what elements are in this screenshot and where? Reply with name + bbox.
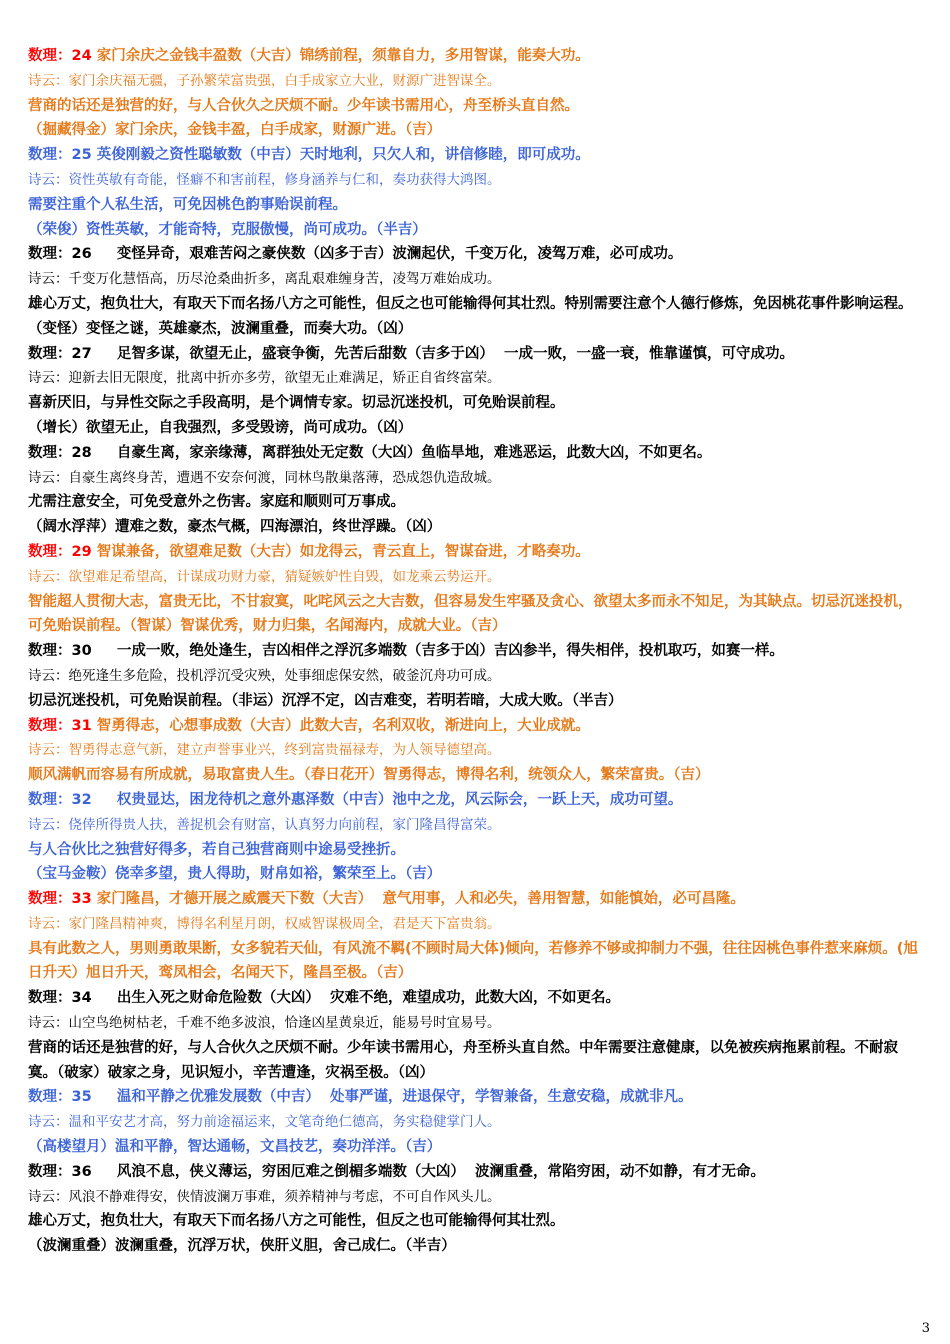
line-text: 家门余庆之金钱丰盈数（大吉）锦绣前程，须靠自力，多用智谋，能奏大功。: [91, 48, 590, 64]
number-label: 数理：: [28, 990, 72, 1007]
poem-line: [28, 1185, 924, 1210]
poem-line: [28, 565, 924, 590]
poem-line: [28, 466, 924, 491]
text-line: [28, 763, 924, 788]
line-text: 诗云：欲望难足希望高，计谋成功财力豪，猜疑嫉妒性自毁，如龙乘云势运开。: [28, 568, 501, 585]
text-line: [28, 292, 924, 342]
line-text: 出生入死之财命危险数（大凶） 灾难不绝，难望成功，此数大凶，不如更名。: [91, 990, 621, 1007]
line-text: 具有此数之人，男则勇敢果断，女多貌若天仙，有风流不羁(不顾时局大体)倾向，若修养不够或抑制力不强，往往因桃色事件惹来麻烦。(旭日升天）旭日升天，鸾凤相会，名闻天下，隆昌至极。（吉）: [28, 940, 918, 982]
number-value: 28: [71, 444, 92, 461]
text-line: [28, 416, 924, 441]
number-value: 30: [71, 643, 92, 660]
line-text: （波澜重叠）波澜重叠，沉浮万状，侠肝义胆，舍己成仁。（半吉）: [28, 1238, 456, 1255]
text-line: [28, 515, 924, 540]
entry-header-line: [28, 143, 924, 168]
line-text: 尤需注意安全，可免受意外之伤害。家庭和顺则可万事成。: [28, 494, 405, 511]
line-text: 诗云：自豪生离终身苦，遭遇不安奈何渡，同林鸟散巢落薄，恐成怨仇造敌城。: [28, 469, 501, 486]
line-text: （高楼望月）温和平静，智达通畅，文昌技艺，奏功洋洋。（吉）: [28, 1139, 442, 1156]
text-line: [28, 838, 924, 863]
number-value: 24: [71, 48, 92, 64]
line-text: 一成一败，绝处逢生，吉凶相伴之浮沉多端数（吉多于凶）吉凶参半，得失相伴，投机取巧，如赛一样。: [91, 643, 784, 660]
number-label: 数理：: [28, 1163, 72, 1180]
entry-header-line: [28, 714, 924, 739]
entry-header-line: [28, 887, 924, 912]
line-text: 雄心万丈，抱负壮大，有取天下而名扬八方之可能性，但反之也可能输得何其壮烈。: [28, 1213, 565, 1230]
line-text: 需要注重个人私生活，可免因桃色韵事贻误前程。: [28, 196, 347, 213]
text-line: [28, 391, 924, 416]
line-text: 英俊刚毅之资性聪敏数（中吉）天时地利，只欠人和，讲信修睦，即可成功。: [91, 147, 590, 164]
text-line: [28, 1036, 924, 1086]
line-text: 自豪生离，家亲缘薄，离群独处无定数（大凶）鱼临旱地，难逃恶运，此数大凶，不如更名。: [91, 444, 712, 461]
number-label: 数理：: [28, 643, 72, 660]
poem-line: [28, 664, 924, 689]
text-line: [28, 937, 924, 987]
number-label: 数理：: [28, 543, 72, 560]
line-text: 权贵显达，困龙待机之意外惠泽数（中吉）池中之龙，风云际会，一跃上天，成功可望。: [91, 791, 683, 808]
number-value: 27: [71, 345, 92, 362]
text-line: [28, 862, 924, 887]
line-text: 诗云：侥倖所得贵人扶，善捉机会有财富，认真努力向前程，家门隆昌得富荣。: [28, 816, 501, 833]
line-text: 智勇得志，心想事成数（大吉）此数大吉，名利双收，渐进向上，大业成就。: [91, 717, 590, 734]
document-body: [28, 44, 924, 1259]
line-text: 雄心万丈，抱负壮大，有取天下而名扬八方之可能性，但反之也可能输得何其壮烈。特别需要注意个人德行修炼，免因桃花事件影响运程。（变怪）变怪之谜，英雄豪杰，波澜重叠，而奏大功。（凶）: [28, 295, 913, 337]
line-text: 诗云：家门隆昌精神爽，博得名利星月朗，权威智谋极周全，君是天下富贵翁。: [28, 915, 501, 932]
entry-header-line: [28, 44, 924, 69]
line-text: （增长）欲望无止，自我强烈，多受毁谤，尚可成功。（凶）: [28, 419, 413, 436]
number-label: 数理：: [28, 717, 72, 734]
poem-line: [28, 1011, 924, 1036]
poem-line: [28, 267, 924, 292]
line-text: 与人合伙比之独营好得多，若自己独营商则中途易受挫折。: [28, 841, 405, 858]
line-text: 切忌沉迷投机，可免贻误前程。（非运）沉浮不定，凶吉难变，若明若暗，大成大败。（半吉）: [28, 692, 623, 709]
line-text: 营商的话还是独营的好，与人合伙久之厌烦不耐。少年读书需用心，舟至桥头直自然。: [28, 97, 579, 114]
number-label: 数理：: [28, 791, 72, 808]
text-line: [28, 94, 924, 119]
poem-line: [28, 69, 924, 94]
line-text: 顺风满帆而容易有所成就，易取富贵人生。（春日花开）智勇得志，博得名利，统领众人，繁荣富贵。（吉）: [28, 767, 710, 784]
entry-header-line: [28, 540, 924, 565]
poem-line: [28, 813, 924, 838]
line-text: 智谋兼备，欲望难足数（大吉）如龙得云，青云直上，智谋奋进，才略奏功。: [91, 543, 590, 560]
text-line: [28, 1135, 924, 1160]
line-text: 变怪异奇，艰难苦闷之豪侠数（凶多于吉）波澜起伏，千变万化，凌驾万难，必可成功。: [91, 246, 683, 263]
number-value: 29: [71, 543, 92, 560]
line-text: 诗云：资性英敏有奇能，怪癖不和害前程，修身涵养与仁和，奏功获得大鸿图。: [28, 171, 501, 188]
poem-line: [28, 366, 924, 391]
line-text: 诗云：智勇得志意气新，建立声誉事业兴，终到富贵福禄寿，为人领导德望高。: [28, 742, 501, 759]
poem-line: [28, 1110, 924, 1135]
entry-header-line: [28, 986, 924, 1011]
poem-line: [28, 738, 924, 763]
number-label: 数理：: [28, 444, 72, 461]
line-text: 营商的话还是独营的好，与人合伙久之厌烦不耐。少年读书需用心，舟至桥头直自然。中年需要注意健康，以免被疾病拖累前程。不耐寂寞。（破家）破家之身，见识短小，辛苦遭逢，灾祸至极。（凶）: [28, 1039, 898, 1081]
line-text: 诗云：温和平安艺才高，努力前途福运来，文笔奇绝仁德高，务实稳健掌门人。: [28, 1114, 501, 1131]
text-line: [28, 218, 924, 243]
line-text: 家门隆昌，才德开展之威震天下数（大吉） 意气用事，人和必失，善用智慧，如能慎始，必可昌隆。: [91, 891, 745, 908]
line-text: 诗云：迎新去旧无限度，批离中折亦多劳，欲望无止难满足，矫正自省终富荣。: [28, 370, 501, 387]
number-value: 34: [71, 990, 92, 1007]
line-text: 风浪不息，侠义薄运，穷困厄难之倒楣多端数（大凶） 波澜重叠，常陷穷困，动不如静，有才无命。: [91, 1163, 766, 1180]
line-text: 诗云：风浪不静难得安，侠情波澜万事难，须养精神与考虑，不可自作风头儿。: [28, 1188, 501, 1205]
line-text: （荣俊）资性英敏，才能奇特，克服傲慢，尚可成功。（半吉）: [28, 221, 427, 238]
entry-header-line: [28, 242, 924, 267]
line-text: 足智多谋，欲望无止，盛衰争衡，先苦后甜数（吉多于凶） 一成一败，一盛一衰，惟靠谨慎，可守成功。: [91, 345, 795, 362]
line-text: 喜新厌旧，与异性交际之手段高明，是个调情专家。切忌沉迷投机，可免贻误前程。: [28, 395, 565, 412]
text-line: [28, 1209, 924, 1234]
number-value: 36: [71, 1163, 92, 1180]
line-text: 诗云：千变万化慧悟高，历尽沧桑曲折多，离乱艰难缠身苦，凌驾万难始成功。: [28, 271, 501, 288]
number-value: 35: [71, 1089, 92, 1106]
entry-header-line: [28, 788, 924, 813]
line-text: 诗云：绝死逢生多危险，投机浮沉受灾殃，处事细虑保安然，破釜沉舟功可成。: [28, 667, 501, 684]
poem-line: [28, 912, 924, 937]
text-line: [28, 193, 924, 218]
number-label: 数理：: [28, 246, 72, 263]
entry-header-line: [28, 441, 924, 466]
number-label: 数理：: [28, 891, 72, 908]
text-line: [28, 118, 924, 143]
line-text: 诗云：山空鸟绝树枯老，千难不绝多波浪，恰逢凶星黄泉近，能易号时宜易号。: [28, 1015, 501, 1032]
number-value: 32: [71, 791, 92, 808]
entry-header-line: [28, 639, 924, 664]
line-text: 温和平静之优雅发展数（中吉） 处事严谨，进退保守，学智兼备，生意安稳，成就非凡。: [91, 1089, 693, 1106]
text-line: [28, 1234, 924, 1259]
page-number: 3: [921, 1321, 930, 1336]
entry-header-line: [28, 342, 924, 367]
text-line: [28, 490, 924, 515]
text-line: [28, 689, 924, 714]
number-value: 25: [71, 147, 92, 164]
line-text: （阔水浮萍）遭难之数，豪杰气概，四海漂泊，终世浮躁。（凶）: [28, 519, 442, 536]
line-text: （宝马金鞍）侥幸多望，贵人得助，财帛如裕，繁荣至上。（吉）: [28, 866, 442, 883]
number-label: 数理：: [28, 48, 72, 64]
number-value: 26: [71, 246, 92, 263]
number-value: 31: [71, 717, 92, 734]
number-label: 数理：: [28, 345, 72, 362]
number-value: 33: [71, 891, 92, 908]
line-text: 诗云：家门余庆福无疆，子孙繁荣富贵强，白手成家立大业，财源广进智谋全。: [28, 72, 501, 89]
line-text: （掘藏得金）家门余庆，金钱丰盈，白手成家，财源广进。（吉）: [28, 122, 442, 139]
number-label: 数理：: [28, 1089, 72, 1106]
entry-header-line: [28, 1085, 924, 1110]
line-text: 智能超人贯彻大志，富贵无比，不甘寂寞，叱咤风云之大吉数，但容易发生牢骚及贪心、欲望太多而永不知足，为其缺点。切忌沉迷投机，可免贻误前程。（智谋）智谋优秀，财力归集，名闻海内，成就大业。（吉）: [28, 593, 913, 635]
poem-line: [28, 168, 924, 193]
entry-header-line: [28, 1160, 924, 1185]
number-label: 数理：: [28, 147, 72, 164]
text-line: [28, 590, 924, 640]
